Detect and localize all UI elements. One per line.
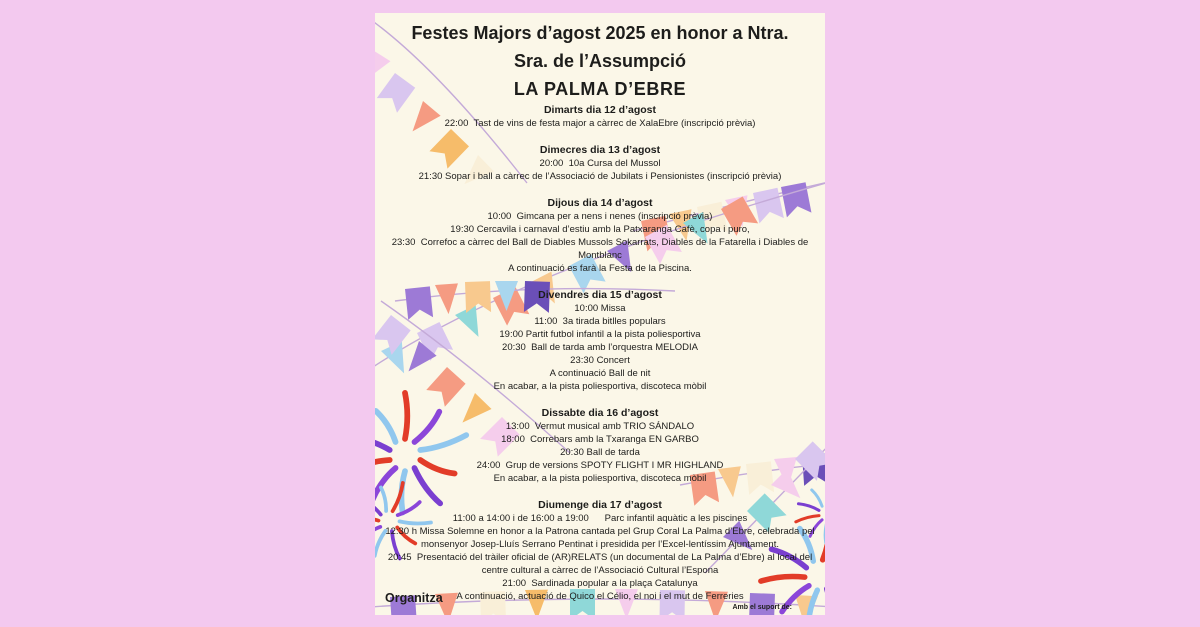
day-heading: Dimarts dia 12 d’agost [543, 104, 657, 116]
organizer-label: Organitza [385, 591, 443, 605]
event-line: A continuació, actuació de Quico el Célio, el noi i el mut de Ferreries [456, 591, 744, 602]
day-heading: Divendres dia 15 d’agost [538, 289, 662, 301]
event-line: 24:00 Grup de versions SPOTY FLIGHT I MR HIGHLAND [476, 460, 724, 471]
event-line: 20:30 Ball de tarda [560, 447, 640, 458]
day-section-thursday-14 [377, 196, 823, 275]
event-line: En acabar, a la pista poliesportiva, discoteca mòbil [493, 381, 707, 392]
poster-title-line1: Festes Majors d’agost 2025 en honor a Ntra. [411, 23, 789, 43]
day-heading: Dijous dia 14 d’agost [547, 197, 653, 209]
day-section-tuesday-12 [377, 103, 823, 130]
festival-poster [375, 13, 825, 615]
event-line: 20:30 Ball de tarda amb l’orquestra MELODIA [502, 342, 698, 353]
event-line: 18:00 Correbars amb la Txaranga EN GARBO [501, 434, 699, 445]
day-section-wednesday-13 [377, 143, 823, 183]
event-line: A continuació es farà la Festa de la Piscina. [508, 263, 692, 274]
event-line: 19:30 Cercavila i carnaval d’estiu amb la Patxaranga Cafè, copa i puro, [450, 224, 750, 235]
day-section-sunday-17 [377, 498, 823, 603]
poster-title-line2: Sra. de l’Assumpció [513, 51, 687, 71]
event-line: 23:30 Correfoc a càrrec del Ball de Diables Mussols Sokarrats, Diables de la Fatarella i Diables de Montblanc [391, 237, 811, 261]
day-heading: Dimecres dia 13 d’agost [539, 144, 661, 156]
event-line: 21:00 Sardinada popular a la plaça Catalunya [502, 578, 698, 589]
poster-title-town: LA PALMA D’EBRE [513, 79, 687, 99]
day-section-friday-15 [377, 288, 823, 393]
event-line: 13:00 Vermut musical amb TRIO SÁNDALO [505, 421, 695, 432]
event-line: 20:45 Presentació del tràiler oficial de (AR)RELATS (un documental de La Palma d’Ebre) al local del centre cultural a càrrec de l’Associació Cultural l’Espona [387, 552, 815, 576]
event-line: 10:00 Gimcana per a nens i nenes (inscripció prèvia) [487, 211, 713, 222]
poster-content [375, 13, 825, 603]
day-section-saturday-16 [377, 406, 823, 485]
event-line: 22:00 Tast de vins de festa major a càrrec de XalaEbre (inscripció prèvia) [444, 118, 756, 129]
event-line: 19:00 Partit futbol infantil a la pista poliesportiva [499, 329, 701, 340]
event-line: 11:00 3a tirada bitlles populars [534, 316, 666, 327]
day-heading: Dissabte dia 16 d’agost [541, 407, 659, 419]
event-line: En acabar, a la pista poliesportiva, discoteca mòbil [493, 473, 707, 484]
event-line: 20:00 10a Cursa del Mussol [539, 158, 661, 169]
support-label: Amb el suport de: [732, 604, 792, 611]
event-line: 10:00 Missa [574, 303, 626, 314]
event-line: 23:30 Concert [570, 355, 630, 366]
event-line: 21:30 Sopar i ball a càrrec de l’Associació de Jubilats i Pensionistes (inscripció prèvia) [418, 171, 782, 182]
event-line: 11:00 a 14:00 i de 16:00 a 19:00 Parc infantil aquàtic a les piscines [452, 513, 748, 524]
day-heading: Diumenge dia 17 d’agost [538, 499, 662, 511]
event-line: 12:30 h Missa Solemne en honor a la Patrona cantada pel Grup Coral La Palma d’Ebre, celebrada pel monsenyor Josep-Lluís Serrano Pentinat i presidida per l’Excel-lentíssim Ajuntament. [385, 526, 818, 550]
event-line: A continuació Ball de nit [549, 368, 651, 379]
